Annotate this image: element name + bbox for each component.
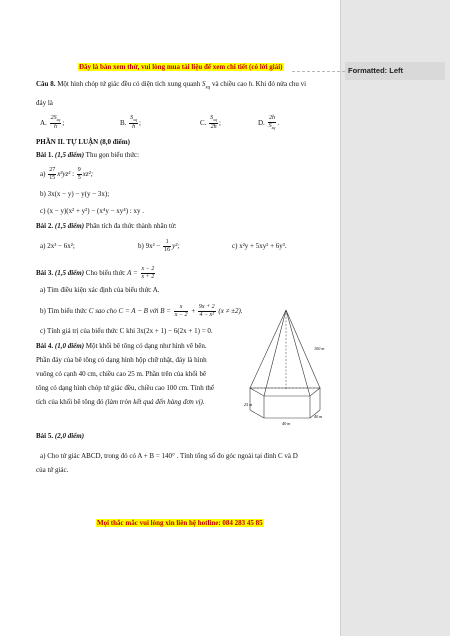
option-b: B. $\frac{S_{xq}}{h}$ ; [120, 115, 141, 131]
depth-label: 40 m [314, 414, 323, 419]
bai-3-a: a) Tìm điều kiện xác định của biểu thức A. [40, 286, 160, 294]
bai-3-c: c) Tính giá trị của biểu thức C khi 3x(2x + 1) − 6(2x + 1) = 0. [40, 327, 213, 335]
bai-3-b: b) Tìm biểu thức C sao cho C = A − B với B = $\frac{x}{x - 2}$ + $\frac{9x + 2}{\text{4 − x²}}$ (x ≠ ±2). [40, 303, 243, 318]
bai-1-heading: Bài 1. (1,5 điểm) Thu gọn biểu thức: [36, 151, 140, 159]
bai-4-line-2: Phần đáy của bê tông có dạng hình hộp chữ nhật, đáy là hình [36, 356, 207, 364]
option-a: A. $\frac{2S_{xq}}{h}$ ; [40, 115, 65, 131]
height-label: 100 m [314, 346, 325, 351]
bai-1-b: b) 3x(x − y) − y(y − 3x); [40, 190, 110, 198]
bai-3-heading: Bài 3. (1,5 điểm) Cho biểu thức A = $\frac{x - 2}{x + 2}$ [36, 265, 155, 280]
bai-5-a: a) Cho tứ giác ABCD, trong đó có A + B = 140° . Tính tổng số đo góc ngoài tại đỉnh C và D [40, 452, 298, 460]
bai-4-line-1: Bài 4. (1,0 điểm) Một khối bê tông có dạng như hình vẽ bên. [36, 342, 207, 350]
part-2-title: PHẦN II. TỰ LUẬN (8,0 điểm) [36, 138, 130, 146]
concrete-block-figure [244, 306, 328, 426]
bai-2-c: c) x²y + 5xy² + 6y³. [232, 242, 287, 250]
question-8: Câu 8. Một hình chóp tứ giác đều có diện tích xung quanh $S_{xq}$ và chiều cao h. Khi đó nửa chu vi [36, 80, 307, 91]
formatting-comment[interactable]: Formatted: Left [345, 62, 445, 80]
bai-4-line-4: tông có dạng hình chóp tứ giác đều, chiều cao 100 cm. Tính thể [36, 384, 215, 392]
comments-pane [340, 0, 450, 636]
bai-4-line-5: tích của khối bê tông đó (làm tròn kết quả đến hàng đơn vị). [36, 398, 205, 406]
bai-1-c: c) (x − y)(x² + y²) − (x⁴y − xy⁴) : xy . [40, 207, 144, 215]
question-8-cont: đáy là [36, 99, 53, 107]
side-height-label: 25 m [244, 402, 253, 407]
bai-2-a: a) 2x³ − 6x²; [40, 242, 75, 250]
hotline-banner: Mọi thắc mắc vui lòng xin liên hệ hotline: 084 283 45 85 [97, 519, 263, 527]
box-edge [250, 410, 264, 418]
bai-5-heading: Bài 5. (2,0 điểm) [36, 432, 85, 440]
preview-banner: Đây là bản xem thử, vui lòng mua tài liệu để xem chi tiết (có lời giải) [79, 63, 283, 71]
pyramid-edge [264, 310, 286, 396]
pyramid-edge [286, 310, 310, 396]
width-label: 40 m [282, 421, 291, 426]
comment-connector [292, 71, 345, 72]
bai-2-b: b) 9x² − $\frac{1}{16}$ y²; [138, 238, 180, 253]
bai-1-a: a) $\frac{27}{15}$ x³yz² : $\frac{9}{5}$ xz²; [40, 166, 94, 181]
bai-2-heading: Bài 2. (1,5 điểm) Phân tích đa thức thành nhân tử: [36, 222, 177, 230]
option-c: C. $\frac{S_{xq}}{2h}$ ; [200, 115, 221, 131]
bai-5-a-cont: của tứ giác. [36, 466, 69, 474]
option-d: D. $\frac{2h}{S_{xq}}$ . [258, 115, 280, 131]
pyramid-edge [250, 310, 286, 388]
bai-4-line-3: vuông có cạnh 40 cm, chiều cao 25 m. Phần trên của khối bê [36, 370, 207, 378]
